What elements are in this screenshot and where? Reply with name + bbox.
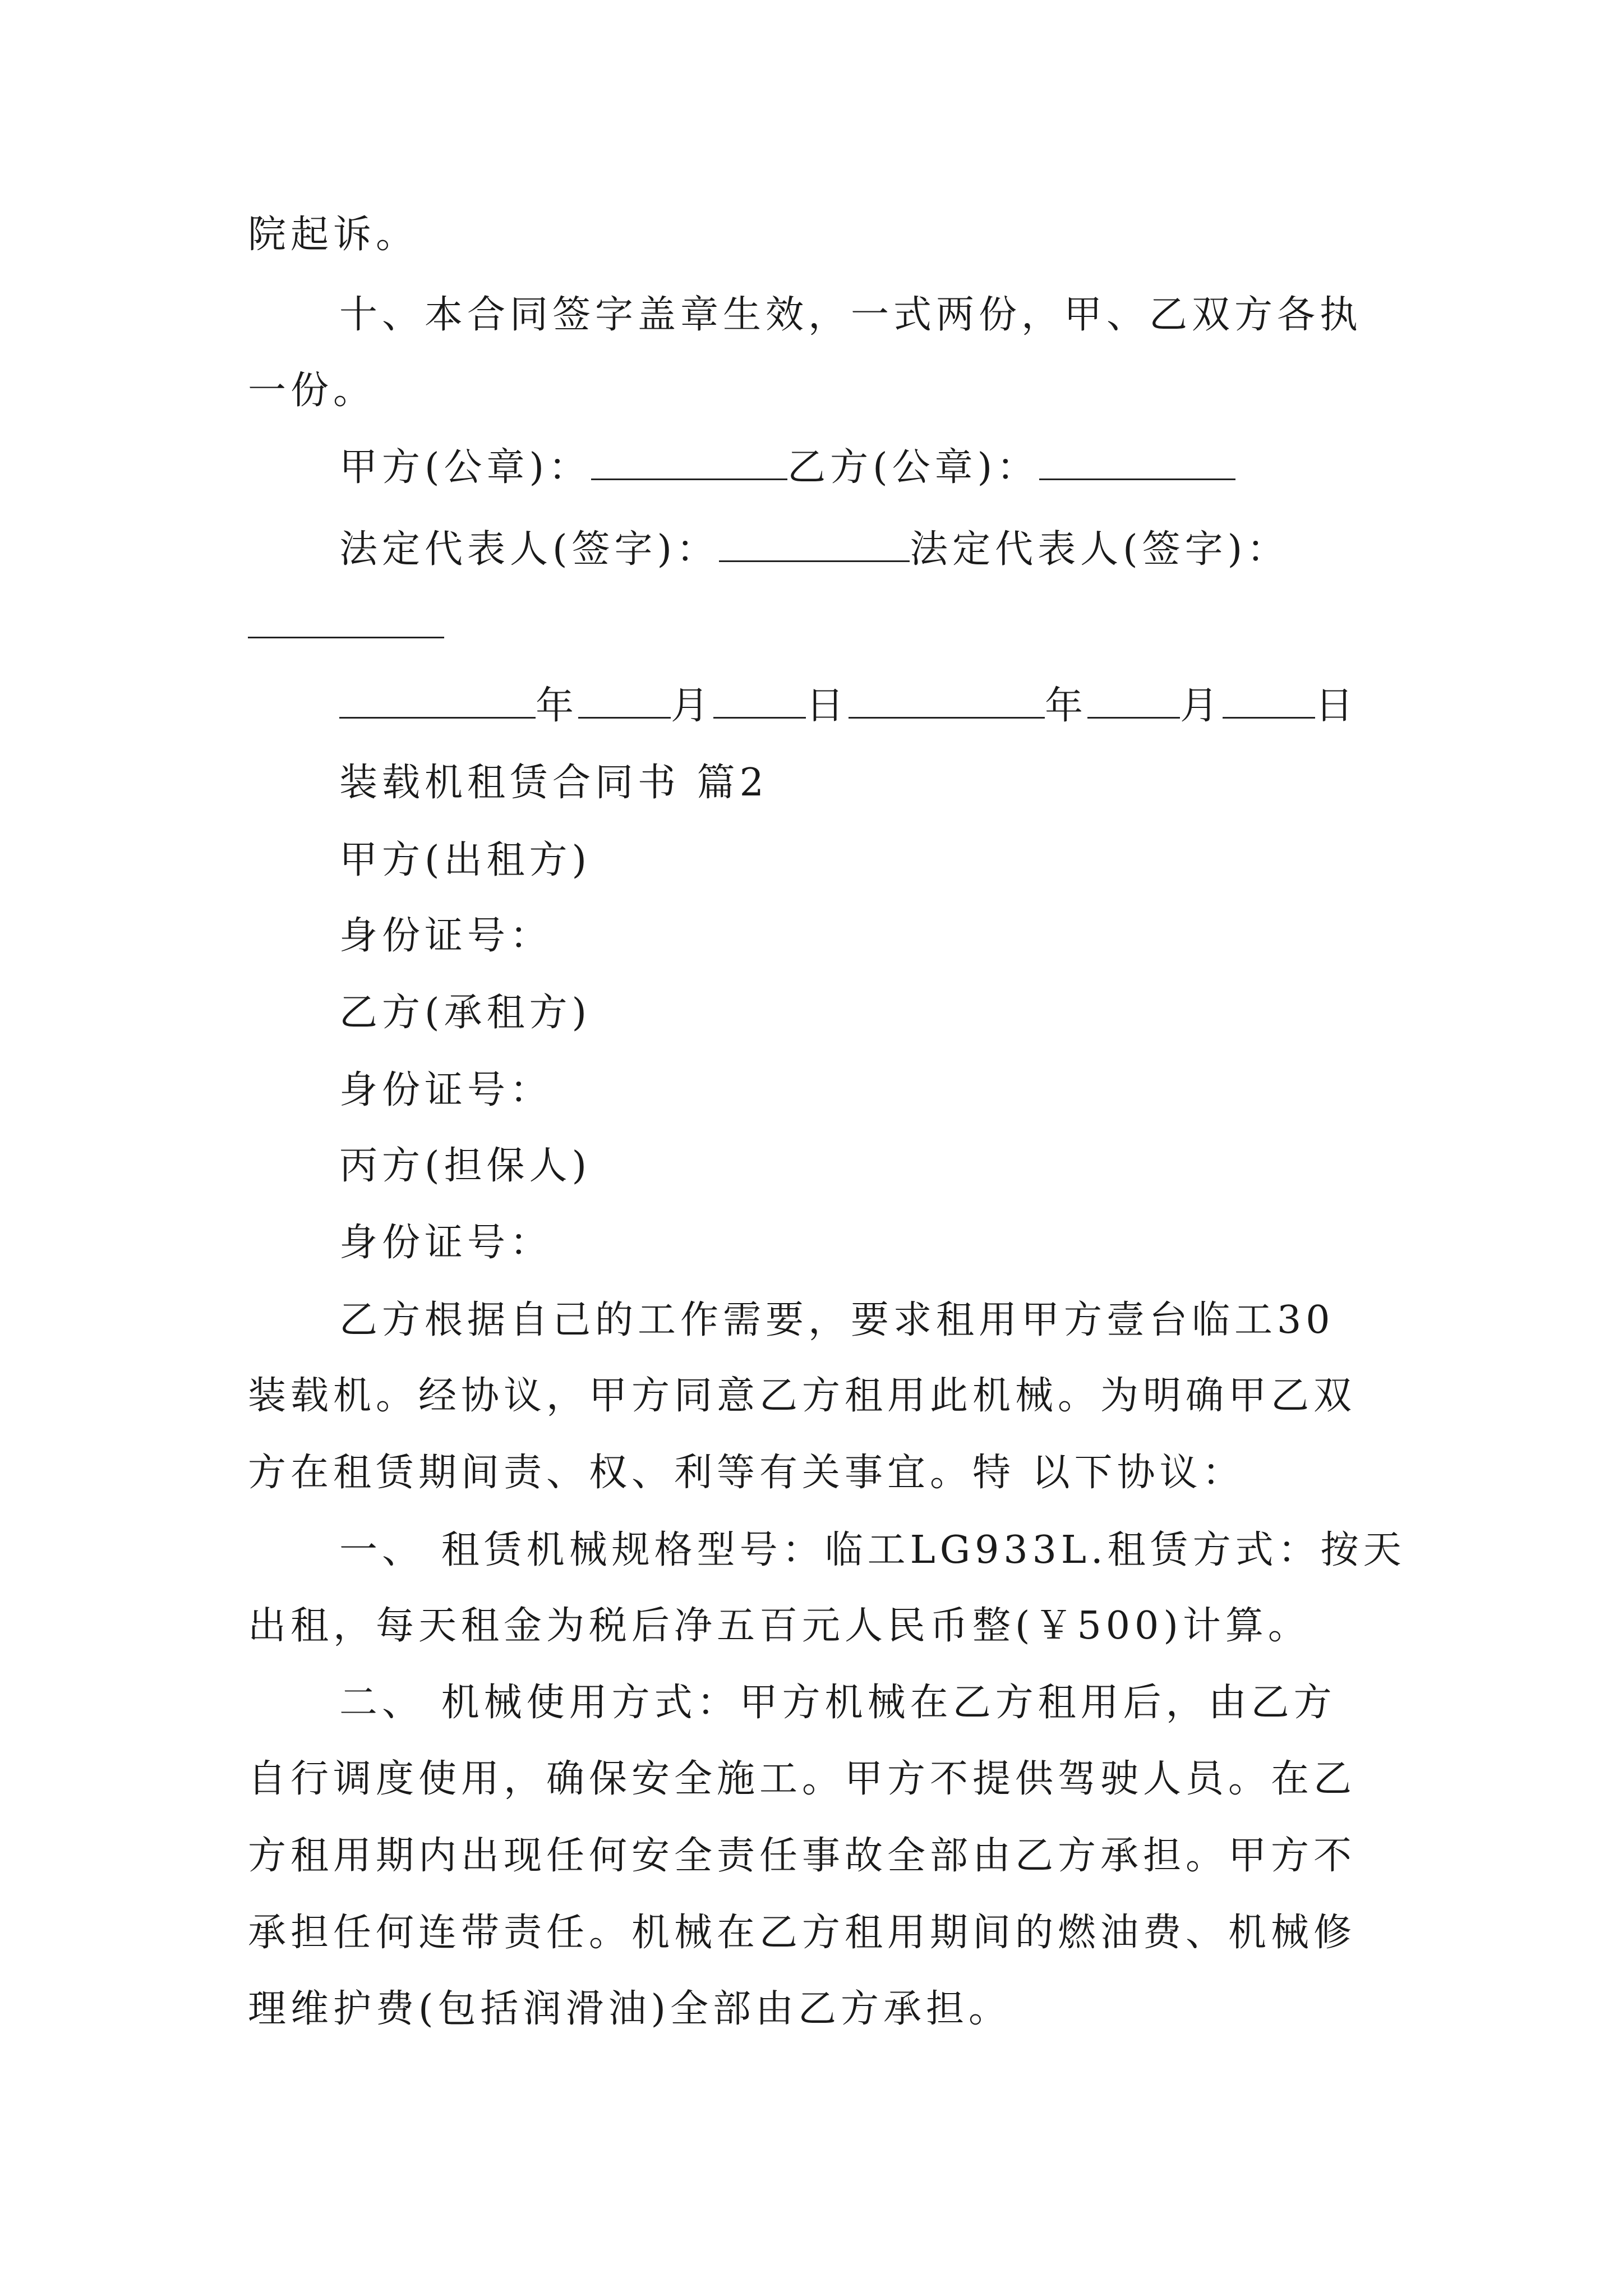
month-label: 月 — [1180, 684, 1223, 728]
text-line: 乙方根据自己的工作需要，要求租用甲方壹台临工30 — [339, 1298, 1335, 1342]
day-label: 日 — [806, 684, 849, 728]
text-line: 二、 机械使用方式：甲方机械在乙方租用后，由乙方 — [339, 1681, 1336, 1725]
text-line: 理维护费(包括润滑油)全部由乙方承担。 — [248, 1987, 1012, 2031]
text-line: 出租，每天租金为税后净五百元人民币整(￥500)计算。 — [248, 1604, 1311, 1648]
month-label: 月 — [671, 684, 714, 728]
id-number-line: 身份证号： — [339, 914, 553, 958]
text-line: 方租用期内出现任何安全责任事故全部由乙方承担。甲方不 — [248, 1834, 1357, 1878]
date-line — [339, 684, 1358, 728]
party-b-seal-label: 乙方(公章)： — [787, 445, 1040, 490]
day-blank — [1223, 716, 1315, 719]
year-blank — [849, 716, 1045, 719]
party-b-seal-blank — [1039, 478, 1235, 480]
year-label: 年 — [536, 684, 579, 728]
text-line: 一、 租赁机械规格型号：临工LG933L.租赁方式：按天 — [339, 1528, 1406, 1572]
party-c-line: 丙方(担保人) — [339, 1144, 592, 1188]
party-a-seal-blank — [591, 478, 787, 480]
id-number-line: 身份证号： — [339, 1221, 553, 1265]
party-b-representative-label: 法定代表人(签字)： — [910, 527, 1290, 572]
party-b-line: 乙方(承租方) — [339, 991, 592, 1035]
text-line: 承担任何连带责任。机械在乙方租用期间的燃油费、机械修 — [248, 1911, 1357, 1955]
party-a-seal-label: 甲方(公章)： — [339, 445, 592, 490]
year-blank — [339, 716, 536, 719]
text-line: 方在租赁期间责、权、利等有关事宜。特 以下协议： — [248, 1451, 1245, 1495]
text-line: 装载机。经协议，甲方同意乙方租用此机械。为明确甲乙双 — [248, 1374, 1357, 1418]
day-blank — [713, 716, 806, 719]
representative-line — [339, 527, 1290, 572]
party-b-representative-blank — [248, 637, 444, 638]
id-number-line: 身份证号： — [339, 1068, 553, 1112]
party-a-line: 甲方(出租方) — [339, 838, 592, 882]
section-title: 装载机租赁合同书 篇2 — [339, 761, 768, 805]
text-line: 一份。 — [248, 369, 376, 413]
month-blank — [1087, 716, 1180, 719]
day-label: 日 — [1315, 684, 1358, 728]
text-line: 院起诉。 — [248, 213, 419, 257]
text-line: 自行调度使用，确保安全施工。甲方不提供驾驶人员。在乙 — [248, 1757, 1357, 1801]
signature-seal-line — [339, 445, 1235, 490]
party-a-representative-blank — [719, 560, 910, 562]
year-label: 年 — [1045, 684, 1088, 728]
party-a-representative-label: 法定代表人(签字)： — [339, 527, 720, 572]
month-blank — [578, 716, 671, 719]
text-line: 十、本合同签字盖章生效，一式两份，甲、乙双方各执 — [339, 293, 1363, 337]
